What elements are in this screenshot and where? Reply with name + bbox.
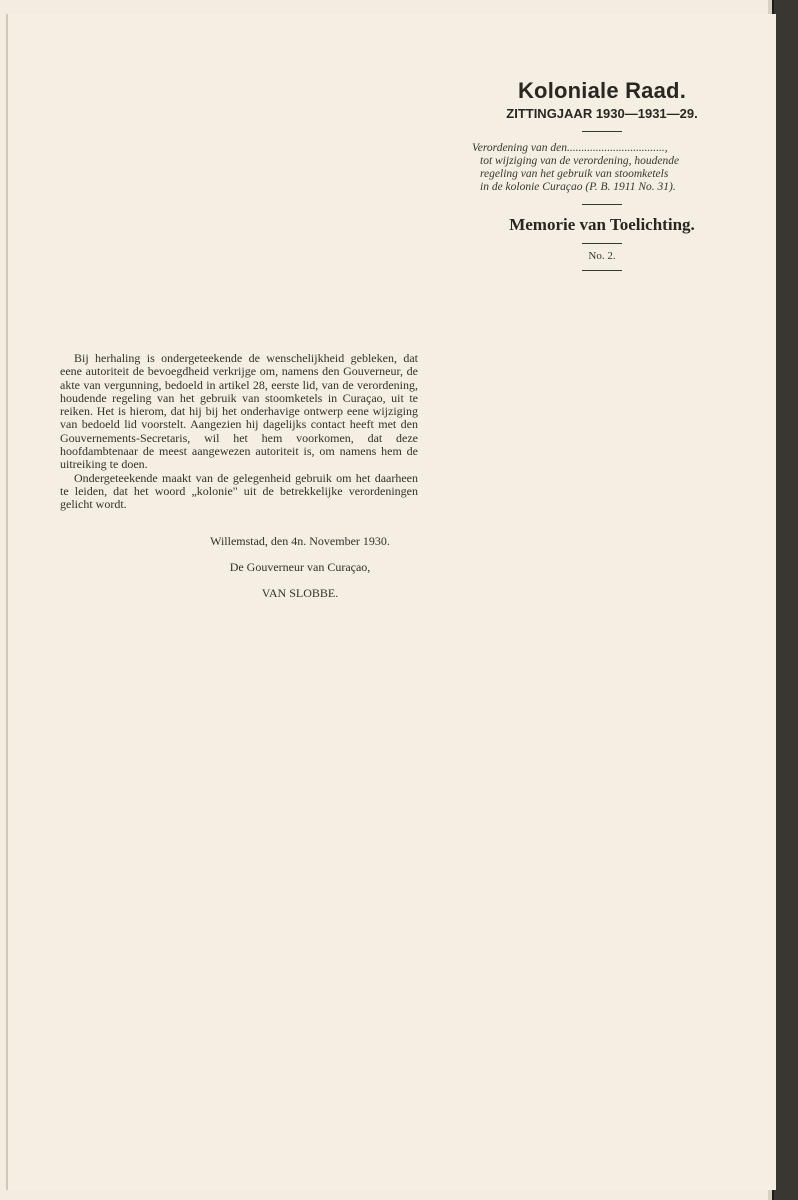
subject-line: regeling van het gebruik van stoomketels <box>480 168 669 180</box>
signature-title: De Gouverneur van Curaçao, <box>229 560 371 574</box>
document-header <box>466 78 738 279</box>
body-paragraph: Bij herhaling is ondergeteekende de wenschelijkheid gebleken, dat eene autoriteit de bevoegdheid verkrijge om, namens den Gouverneur, de akte van vergunning, bedoeld in artikel 28, eerste lid, van de verordening, houdende regeling van het gebruik van stoomketels in Curaçao, uit te reiken. Het is hierom, dat hij bij het onderhavige ontwerp eene wijziging van bedoeld lid voorstelt. Aangezien hij dagelijks contact heeft met den Gouvernements-Secretaris, wil het hem voorkomen, dat deze hoofdambtenaar de meest aangewezen autoriteit is, om namens hem de uitreiking te doen. <box>60 351 418 472</box>
signature-name: VAN SLOBBE. <box>261 586 339 600</box>
divider <box>582 204 622 205</box>
council-title: Koloniale Raad. <box>517 78 687 103</box>
subject-line: Verordening van den.................................., <box>472 142 668 154</box>
ordinance-subject <box>466 142 738 194</box>
place-date: Willemstad, den 4n. November 1930. <box>210 534 390 548</box>
divider <box>582 270 622 271</box>
subject-line: in de kolonie Curaçao (P. B. 1911 No. 31). <box>480 181 676 193</box>
divider <box>582 243 622 244</box>
subject-line: tot wijziging van de verordening, houdende <box>480 155 680 167</box>
body-paragraph: Ondergeteekende maakt van de gelegenheid gebruik om het daarheen te leiden, dat het woord „kolonie" uit de betrekkelijke verordeningen gelicht wordt. <box>60 470 418 512</box>
session-year: ZITTINGJAAR 1930—1931—29. <box>506 106 698 121</box>
memo-title: Memorie van Toelichting. <box>509 215 695 234</box>
divider <box>582 131 622 132</box>
document-number: No. 2. <box>588 250 616 262</box>
memo-body <box>60 352 418 512</box>
